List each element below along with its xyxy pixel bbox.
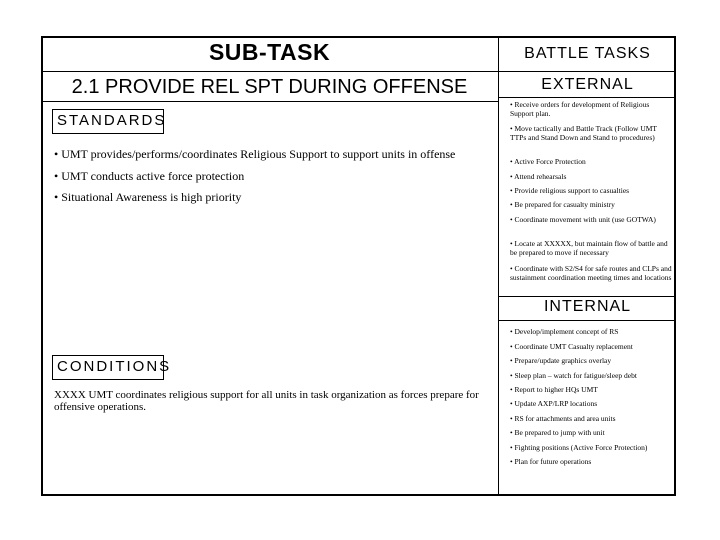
external-item: • Active Force Protection (510, 157, 586, 166)
external-heading: EXTERNAL (541, 76, 634, 93)
standards-item: • Situational Awareness is high priority (54, 190, 242, 204)
external-item: • Move tactically and Battle Track (Follow UMT TTPs and Stand Down and Stand to procedures) (510, 124, 657, 142)
internal-item: • Coordinate UMT Casualty replacement (510, 342, 633, 351)
external-item: • Locate at XXXXX, but maintain flow of battle and be prepared to move if necessary (510, 239, 668, 257)
internal-item: • Develop/implement concept of RS (510, 327, 619, 336)
conditions-label: CONDITIONS (52, 355, 164, 380)
internal-heading: INTERNAL (543, 298, 632, 315)
standards-label: STANDARDS (52, 109, 164, 134)
standards-item: • UMT provides/performs/coordinates Religious Support to support units in offense (54, 147, 456, 161)
standards-item: • UMT conducts active force protection (54, 169, 245, 183)
internal-item: • Prepare/update graphics overlay (510, 356, 612, 365)
external-item: • Attend rehearsals (510, 172, 567, 181)
internal-item: • Sleep plan – watch for fatigue/sleep debt (510, 371, 637, 380)
battle-tasks-heading: BATTLE TASKS (524, 45, 651, 62)
internal-item: • Plan for future operations (510, 457, 592, 466)
external-item: • Provide religious support to casualties (510, 186, 630, 195)
internal-item: • RS for attachments and area units (510, 414, 616, 423)
conditions-text: XXXX UMT coordinates religious support for all units in task organization as forces prepare for offensive operations. (54, 389, 479, 413)
external-item: • Coordinate with S2/S4 for safe routes and CLPs and sustainment coordination meeting times and locations (510, 264, 672, 282)
internal-item: • Fighting positions (Active Force Protection) (510, 443, 648, 452)
external-item: • Receive orders for development of Religious Support plan. (510, 100, 650, 118)
task-title: 2.1 PROVIDE REL SPT DURING OFFENSE (71, 76, 468, 98)
subtask-heading: SUB-TASK (208, 39, 331, 65)
external-item: • Be prepared for casualty ministry (510, 200, 615, 209)
internal-item: • Update AXP/LRP locations (510, 399, 598, 408)
internal-divider-bottom (499, 320, 676, 321)
title-divider (41, 101, 498, 102)
external-divider-top (499, 97, 676, 98)
column-divider (498, 36, 499, 496)
header-divider (41, 71, 676, 72)
internal-item: • Be prepared to jump with unit (510, 428, 605, 437)
external-item: • Coordinate movement with unit (use GOTWA) (510, 215, 656, 224)
internal-divider-top (499, 296, 676, 297)
internal-item: • Report to higher HQs UMT (510, 385, 598, 394)
